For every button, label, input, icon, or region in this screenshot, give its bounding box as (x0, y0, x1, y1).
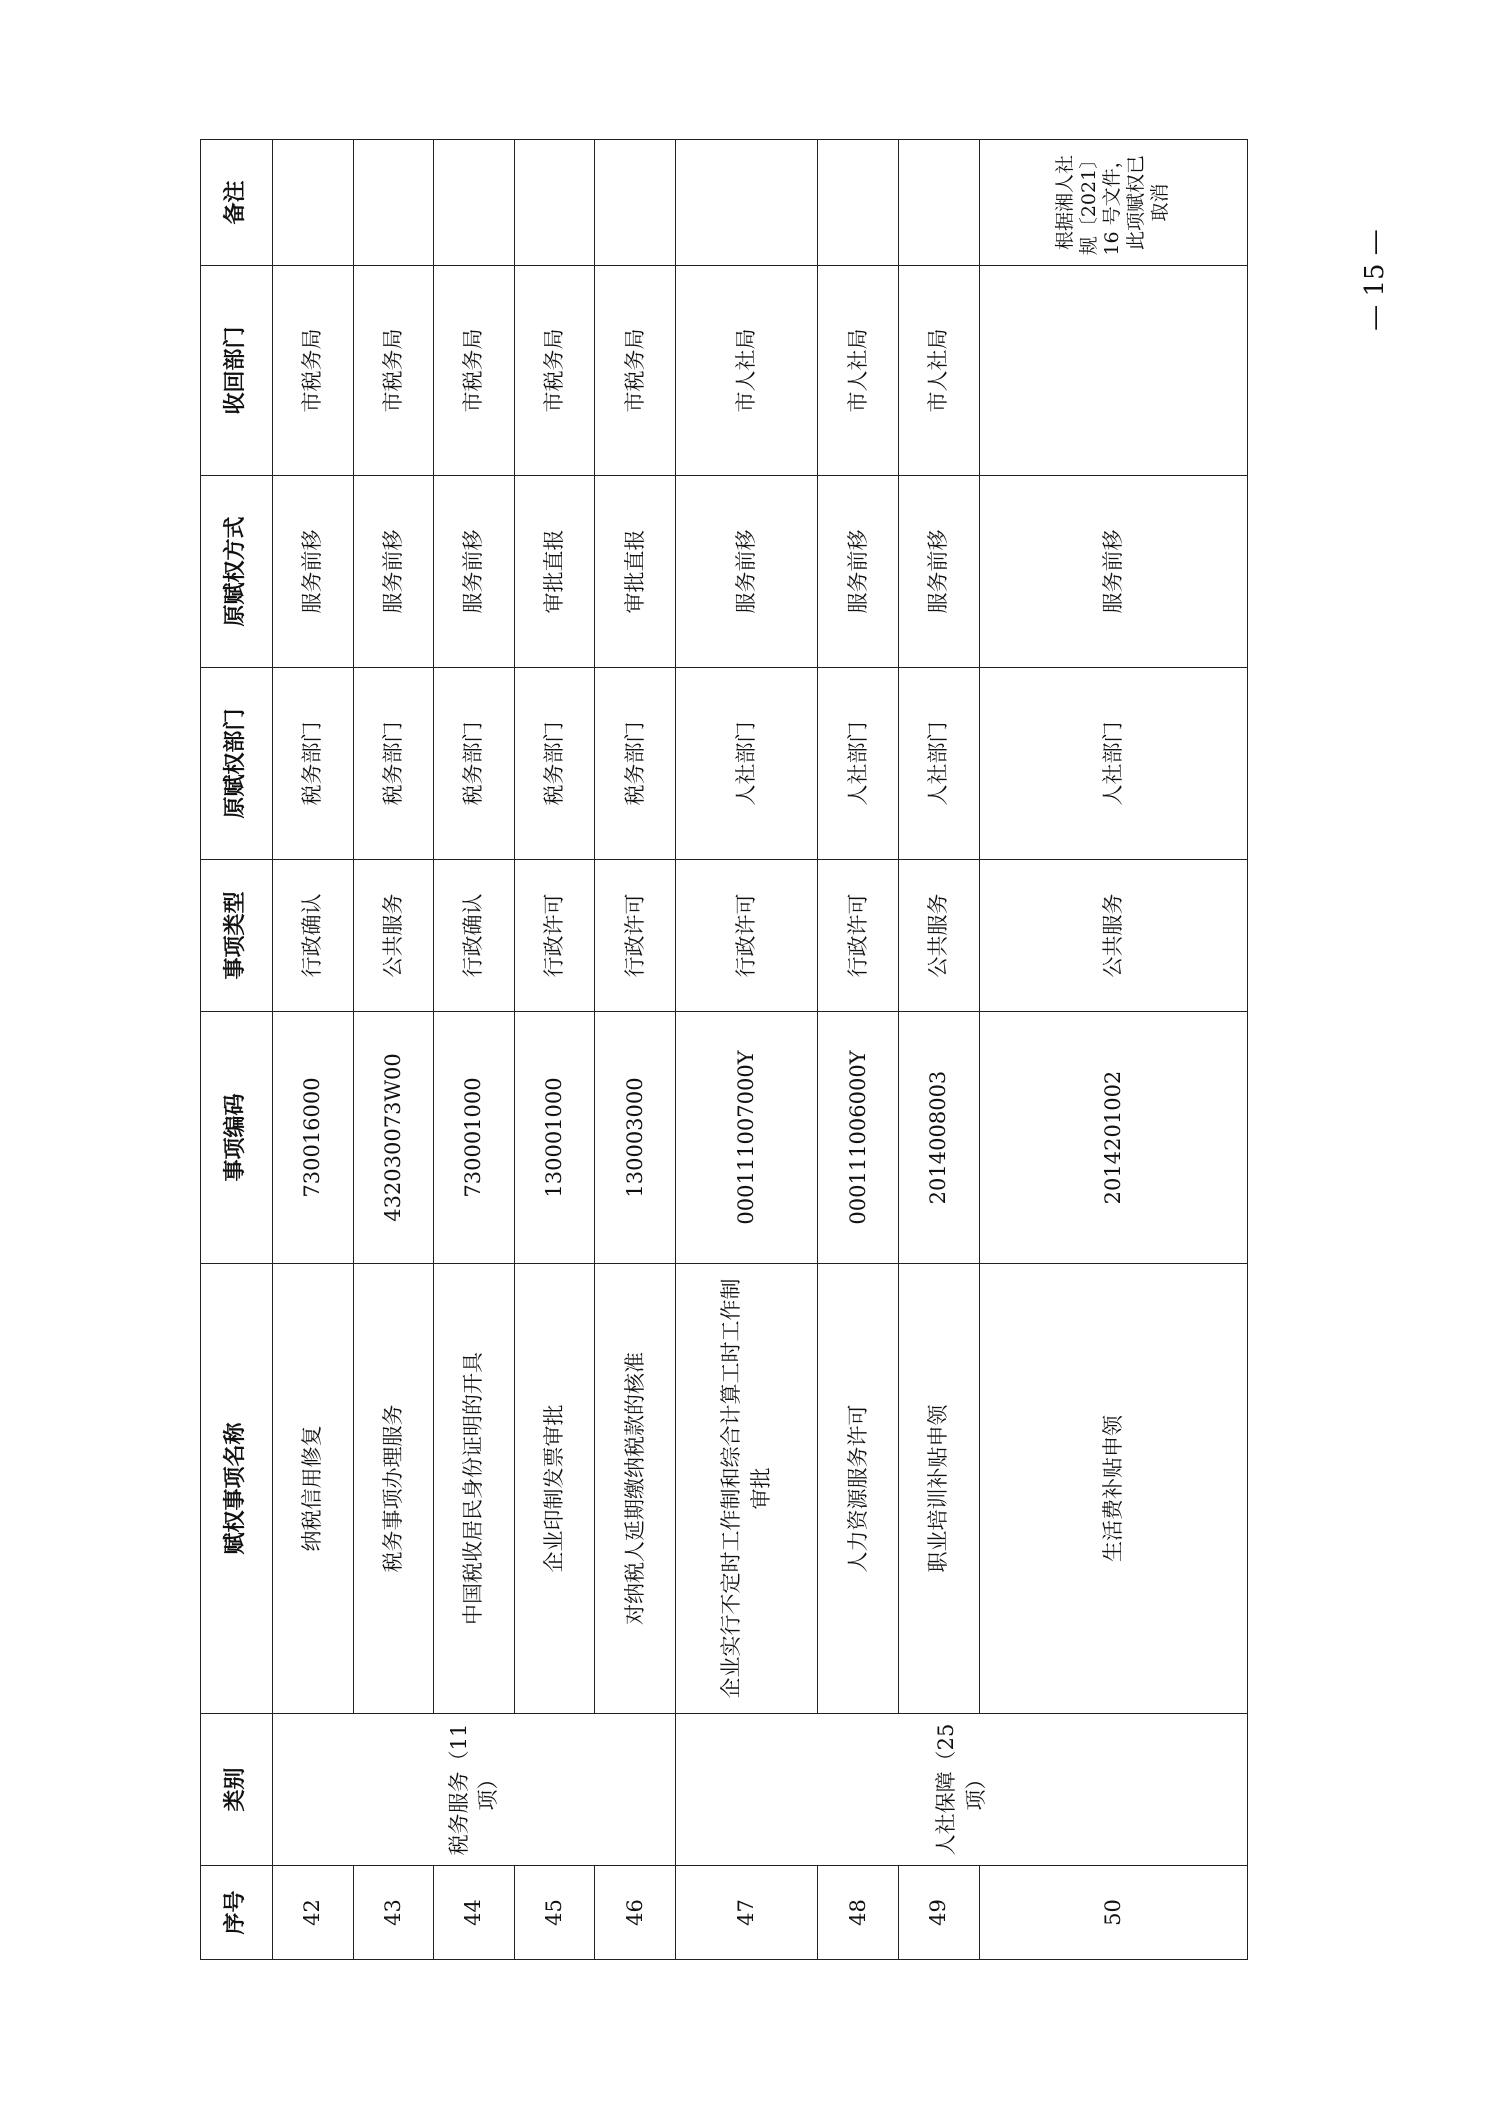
cell-note (273, 140, 354, 266)
cell-note: 根据湘人社规〔2021〕16 号文件，此项赋权已取消 (979, 140, 1247, 266)
cell-type: 行政许可 (676, 860, 818, 1012)
header-orig-method: 原赋权方式 (201, 476, 273, 668)
cell-type: 行政许可 (818, 860, 899, 1012)
cell-dept: 税务部门 (434, 668, 515, 860)
page-number (1345, 200, 1405, 360)
cell-code: 432030073W00 (353, 1012, 434, 1264)
table-row (514, 140, 595, 1960)
cell-name: 生活费补贴申领 (979, 1264, 1247, 1714)
cell-no: 43 (353, 1866, 434, 1960)
header-category: 类别 (201, 1714, 273, 1866)
cell-no: 45 (514, 1866, 595, 1960)
cell-reclaim (979, 266, 1247, 476)
table-row (676, 140, 818, 1960)
cell-reclaim: 市人社局 (818, 266, 899, 476)
cell-method: 服务前移 (273, 476, 354, 668)
cell-type: 行政许可 (595, 860, 676, 1012)
cell-no: 42 (273, 1866, 354, 1960)
header-no: 序号 (201, 1866, 273, 1960)
table-row (595, 140, 676, 1960)
table-row (818, 140, 899, 1960)
table-row (353, 140, 434, 1960)
cell-note (899, 140, 980, 266)
header-orig-dept: 原赋权部门 (201, 668, 273, 860)
cell-name: 企业印制发票审批 (514, 1264, 595, 1714)
cell-method: 审批直报 (595, 476, 676, 668)
cell-method: 服务前移 (818, 476, 899, 668)
cell-dept: 税务部门 (514, 668, 595, 860)
cell-no: 48 (818, 1866, 899, 1960)
table-row (273, 140, 354, 1960)
cell-method: 服务前移 (979, 476, 1247, 668)
cell-note (676, 140, 818, 266)
header-note: 备注 (201, 140, 273, 266)
table-row (899, 140, 980, 1960)
delegation-items-table (200, 139, 1248, 1960)
cell-no: 47 (676, 1866, 818, 1960)
cell-code: 130003000 (595, 1012, 676, 1264)
header-item-name: 赋权事项名称 (201, 1264, 273, 1714)
cell-method: 服务前移 (676, 476, 818, 668)
cell-type: 行政许可 (514, 860, 595, 1012)
cell-dept: 税务部门 (595, 668, 676, 860)
cell-no: 49 (899, 1866, 980, 1960)
cell-dept: 人社部门 (676, 668, 818, 860)
cell-code: 000111007000Y (676, 1012, 818, 1264)
cell-name: 中国税收居民身份证明的开具 (434, 1264, 515, 1714)
category-tax: 税务服务（11 项） (273, 1714, 676, 1866)
table-header-row (201, 140, 273, 1960)
cell-reclaim: 市人社局 (676, 266, 818, 476)
cell-code: 000111006000Y (818, 1012, 899, 1264)
cell-code: 730016000 (273, 1012, 354, 1264)
cell-method: 服务前移 (353, 476, 434, 668)
cell-type: 公共服务 (353, 860, 434, 1012)
cell-method: 审批直报 (514, 476, 595, 668)
rotated-table-container (200, 140, 1248, 1960)
cell-reclaim: 市税务局 (514, 266, 595, 476)
cell-reclaim: 市税务局 (595, 266, 676, 476)
cell-note (514, 140, 595, 266)
cell-name: 纳税信用修复 (273, 1264, 354, 1714)
cell-type: 公共服务 (899, 860, 980, 1012)
header-reclaim-dept: 收回部门 (201, 266, 273, 476)
cell-reclaim: 市人社局 (899, 266, 980, 476)
cell-code: 130001000 (514, 1012, 595, 1264)
cell-note (818, 140, 899, 266)
table-row (434, 140, 515, 1960)
page-number-text: — 15 — (1360, 229, 1390, 331)
header-item-type: 事项类型 (201, 860, 273, 1012)
cell-no: 44 (434, 1866, 515, 1960)
cell-reclaim: 市税务局 (353, 266, 434, 476)
cell-name: 职业培训补贴申领 (899, 1264, 980, 1714)
cell-note (595, 140, 676, 266)
header-item-code: 事项编码 (201, 1012, 273, 1264)
cell-dept: 税务部门 (353, 668, 434, 860)
cell-method: 服务前移 (899, 476, 980, 668)
cell-dept: 人社部门 (818, 668, 899, 860)
cell-code: 2014008003 (899, 1012, 980, 1264)
cell-name: 企业实行不定时工作制和综合计算工时工作制审批 (676, 1264, 818, 1714)
cell-dept: 人社部门 (899, 668, 980, 860)
cell-reclaim: 市税务局 (434, 266, 515, 476)
category-hr: 人社保障（25 项） (676, 1714, 1248, 1866)
cell-type: 公共服务 (979, 860, 1247, 1012)
cell-type: 行政确认 (434, 860, 515, 1012)
cell-note (434, 140, 515, 266)
cell-no: 46 (595, 1866, 676, 1960)
cell-type: 行政确认 (273, 860, 354, 1012)
cell-code: 2014201002 (979, 1012, 1247, 1264)
cell-name: 人力资源服务许可 (818, 1264, 899, 1714)
cell-no: 50 (979, 1866, 1247, 1960)
cell-note (353, 140, 434, 266)
cell-reclaim: 市税务局 (273, 266, 354, 476)
cell-method: 服务前移 (434, 476, 515, 668)
cell-dept: 税务部门 (273, 668, 354, 860)
cell-name: 对纳税人延期缴纳税款的核准 (595, 1264, 676, 1714)
table-row (979, 140, 1247, 1960)
cell-dept: 人社部门 (979, 668, 1247, 860)
cell-code: 730001000 (434, 1012, 515, 1264)
cell-name: 税务事项办理服务 (353, 1264, 434, 1714)
